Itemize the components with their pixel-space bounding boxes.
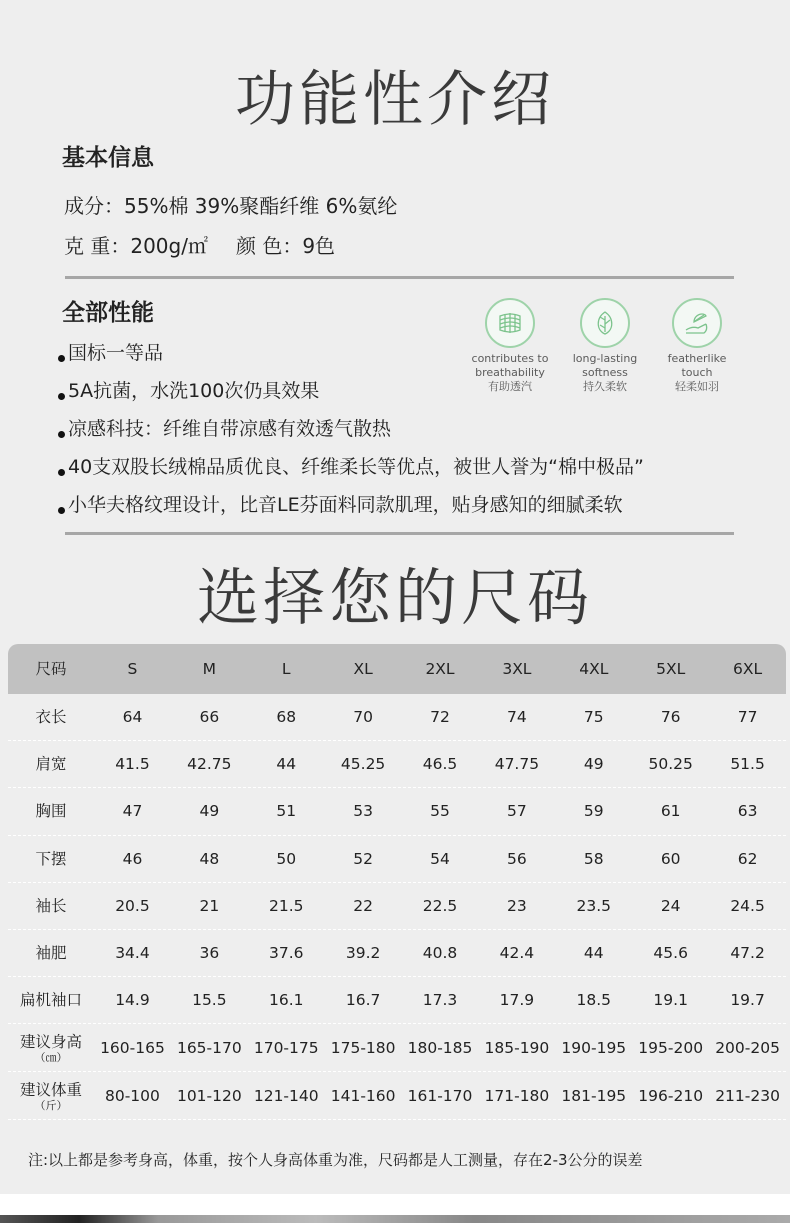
table-row <box>8 977 786 1024</box>
table-cell: 37.6 <box>268 944 304 963</box>
table-row <box>8 1024 786 1072</box>
row-label: 建议身高 （㎝） <box>19 1032 82 1064</box>
composition-text: 成分：55%棉 39%聚酯纤维 6%氨纶 <box>64 194 398 218</box>
table-cell: 70 <box>353 708 373 727</box>
section-divider <box>65 532 734 535</box>
table-cell: 101-120 <box>176 1086 242 1105</box>
color-text: 颜 色：9色 <box>235 234 336 258</box>
header-cell: 6XL <box>733 660 763 678</box>
feather-hand-icon <box>672 298 722 348</box>
header-cell: 2XL <box>425 660 455 678</box>
table-cell: 76 <box>660 708 681 727</box>
table-cell: 195-200 <box>638 1038 704 1057</box>
table-cell: 63 <box>737 802 758 821</box>
section-divider <box>65 276 734 279</box>
performance-item: 小华夫格纹理设计，比音LE芬面料同款肌理，贴身感知的细腻柔软 <box>58 490 623 517</box>
measurement-note: 注:以上都是参考身高，体重，按个人身高体重为准，尺码都是人工测量，存在2-3公分的误差 <box>28 1151 643 1169</box>
basic-info-heading: 基本信息 <box>62 145 154 171</box>
table-cell: 165-170 <box>176 1038 242 1057</box>
table-cell: 24 <box>660 896 681 915</box>
table-cell: 55 <box>430 802 450 821</box>
table-cell: 19.7 <box>730 991 765 1010</box>
weight-color-line <box>64 230 335 259</box>
table-row <box>8 694 786 741</box>
feature-breathability: contributes to breathability 有助透汽 <box>462 298 558 394</box>
table-cell: 53 <box>353 802 373 821</box>
performance-item: 40支双股长绒棉品质优良、纤维柔长等优点，被世人誉为“棉中极品” <box>58 452 644 479</box>
header-cell: 3XL <box>502 660 532 678</box>
header-cell: M <box>202 660 217 678</box>
table-cell: 42.75 <box>187 755 232 774</box>
table-cell: 49 <box>583 755 604 774</box>
row-label: 下摆 <box>35 849 67 868</box>
feature-softness: long-lasting softness 持久柔软 <box>557 298 653 394</box>
table-row <box>8 788 786 835</box>
features-title: 功能性介绍 <box>235 65 555 135</box>
table-cell: 171-180 <box>484 1086 550 1105</box>
table-cell: 24.5 <box>730 896 765 915</box>
table-cell: 22 <box>353 896 373 915</box>
table-cell: 175-180 <box>330 1038 396 1057</box>
table-cell: 161-170 <box>407 1086 473 1105</box>
table-cell: 21 <box>199 896 220 915</box>
table-cell: 39.2 <box>345 944 381 963</box>
table-cell: 54 <box>430 849 450 868</box>
row-label: 衣长 <box>35 708 67 727</box>
table-cell: 74 <box>507 708 527 727</box>
table-cell: 16.1 <box>268 991 304 1010</box>
table-cell: 196-210 <box>638 1086 704 1105</box>
performance-heading: 全部性能 <box>62 300 154 326</box>
table-cell: 21.5 <box>268 896 304 915</box>
row-label: 袖长 <box>35 896 67 915</box>
bullet-dot-icon <box>58 355 65 362</box>
feature-touch: featherlike touch 轻柔如羽 <box>649 298 745 394</box>
table-cell: 68 <box>276 708 297 727</box>
table-cell: 61 <box>660 802 681 821</box>
table-cell: 185-190 <box>484 1038 550 1057</box>
table-cell: 56 <box>507 849 527 868</box>
table-cell: 77 <box>737 708 758 727</box>
footer-photo-edge <box>0 1215 790 1223</box>
table-cell: 52 <box>353 849 373 868</box>
table-cell: 19.1 <box>653 991 688 1010</box>
table-cell: 211-230 <box>715 1086 780 1105</box>
table-body <box>8 694 786 1120</box>
table-row <box>8 883 786 930</box>
header-cell: XL <box>353 660 373 678</box>
table-cell: 50.25 <box>648 755 693 774</box>
table-cell: 160-165 <box>100 1038 165 1057</box>
table-cell: 44 <box>583 944 604 963</box>
table-cell: 16.7 <box>345 991 381 1010</box>
header-cell: L <box>281 660 291 678</box>
weight-text: 克 重：200g/㎡ <box>64 234 208 258</box>
table-cell: 47 <box>122 802 143 821</box>
table-cell: 64 <box>122 708 143 727</box>
header-cell: S <box>127 660 138 678</box>
table-cell: 22.5 <box>422 896 458 915</box>
table-cell: 23.5 <box>576 896 612 915</box>
table-cell: 180-185 <box>407 1038 473 1057</box>
table-row <box>8 836 786 883</box>
row-label: 扁机袖口 <box>19 991 82 1010</box>
header-cell: 5XL <box>656 660 686 678</box>
table-cell: 17.9 <box>499 991 535 1010</box>
bullet-dot-icon <box>58 431 65 438</box>
breathability-mesh-icon <box>485 298 535 348</box>
table-cell: 121-140 <box>253 1086 319 1105</box>
table-cell: 72 <box>430 708 450 727</box>
bullet-dot-icon <box>58 507 65 514</box>
table-cell: 44 <box>276 755 297 774</box>
table-cell: 48 <box>199 849 220 868</box>
table-cell: 75 <box>583 708 604 727</box>
table-cell: 58 <box>583 849 604 868</box>
table-row <box>8 930 786 977</box>
header-cell: 尺码 <box>35 660 67 678</box>
table-cell: 60 <box>660 849 681 868</box>
table-row <box>8 1072 786 1120</box>
table-header-row <box>8 644 786 694</box>
row-label: 胸围 <box>35 802 67 821</box>
table-row <box>8 741 786 788</box>
table-cell: 45.25 <box>340 755 386 774</box>
row-label: 肩宽 <box>35 755 67 774</box>
table-cell: 141-160 <box>330 1086 396 1105</box>
table-cell: 200-205 <box>715 1038 780 1057</box>
table-cell: 46 <box>122 849 143 868</box>
table-cell: 59 <box>583 802 604 821</box>
size-table <box>8 644 786 1136</box>
performance-item: 5A抗菌，水洗100次仍具效果 <box>58 376 319 403</box>
table-cell: 40.8 <box>422 944 458 963</box>
row-label: 建议体重 （斤） <box>19 1080 82 1112</box>
table-cell: 170-175 <box>253 1038 319 1057</box>
bullet-dot-icon <box>58 393 65 400</box>
table-cell: 36 <box>199 944 220 963</box>
table-cell: 51.5 <box>730 755 765 774</box>
header-cell: 4XL <box>579 660 609 678</box>
table-cell: 62 <box>737 849 758 868</box>
row-label: 袖肥 <box>35 944 67 963</box>
table-cell: 181-195 <box>561 1086 627 1105</box>
table-cell: 41.5 <box>115 755 150 774</box>
table-cell: 45.6 <box>653 944 688 963</box>
table-cell: 66 <box>199 708 220 727</box>
table-cell: 46.5 <box>422 755 458 774</box>
table-cell: 57 <box>507 802 527 821</box>
table-cell: 18.5 <box>576 991 612 1010</box>
performance-item: 凉感科技：纤维自带凉感有效透气散热 <box>58 414 391 441</box>
performance-item: 国标一等品 <box>58 338 163 365</box>
table-cell: 14.9 <box>115 991 150 1010</box>
table-cell: 23 <box>507 896 527 915</box>
table-cell: 15.5 <box>192 991 227 1010</box>
table-cell: 34.4 <box>115 944 150 963</box>
table-cell: 51 <box>276 802 297 821</box>
table-cell: 42.4 <box>499 944 535 963</box>
table-cell: 47.2 <box>730 944 765 963</box>
table-cell: 49 <box>199 802 220 821</box>
table-cell: 20.5 <box>115 896 150 915</box>
softness-leaf-icon <box>580 298 630 348</box>
size-title: 选择您的尺码 <box>196 561 593 634</box>
table-cell: 80-100 <box>104 1086 160 1105</box>
table-cell: 50 <box>276 849 297 868</box>
table-cell: 190-195 <box>561 1038 627 1057</box>
table-cell: 47.75 <box>494 755 540 774</box>
bullet-dot-icon <box>58 469 65 476</box>
table-cell: 17.3 <box>422 991 458 1010</box>
